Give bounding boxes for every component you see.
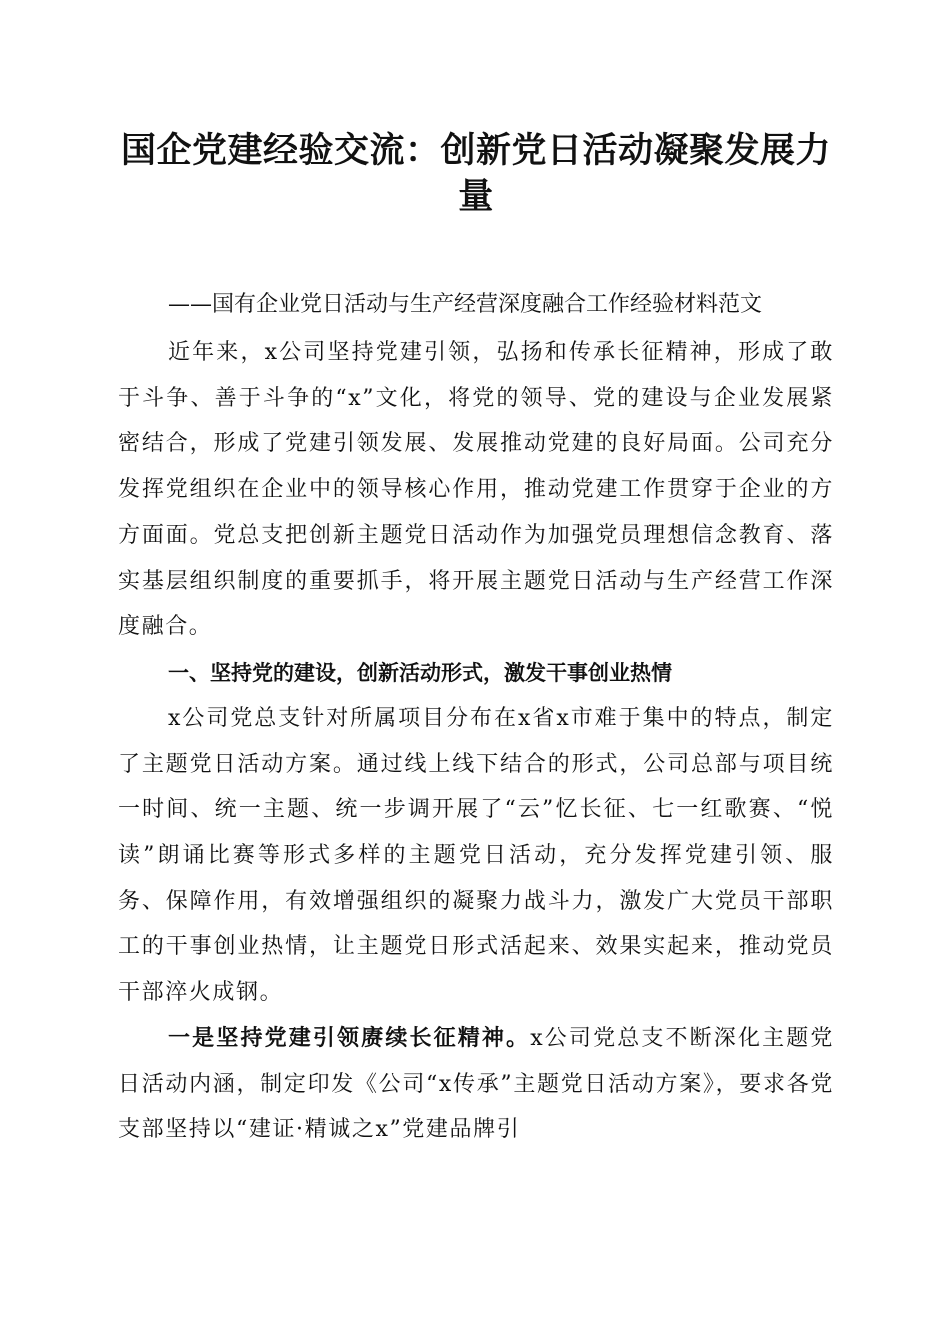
point-paragraph [118,1016,834,1153]
point-lead: 一是坚持党建引领赓续长征精神。 [168,1025,531,1051]
section-body-paragraph: x公司党总支针对所属项目分布在x省x市难于集中的特点，制定了主题党日活动方案。通过线上线下结合的形式，公司总部与项目统一时间、统一主题、统一步调开展了“云”忆长征、七一红歌赛、“悦读”朗诵比赛等形式多样的主题党日活动，充分发挥党建引领、服务、保障作用，有效增强组织的凝聚力战斗力，激发广大党员干部职工的干事创业热情，让主题党日形式活起来、效果实起来，推动党员干部淬火成钢。 [118,705,834,1006]
section-heading: 一、坚持党的建设，创新活动形式，激发干事创业热情 [168,660,672,685]
document-page [118,128,834,1153]
document-title: 国企党建经验交流：创新党日活动凝聚发展力量 [120,130,831,217]
document-subtitle: ——国有企业党日活动与生产经营深度融合工作经验材料范文 [168,292,763,317]
intro-paragraph: 近年来，x公司坚持党建引领，弘扬和传承长征精神，形成了敢于斗争、善于斗争的“x”文化，将党的领导、党的建设与企业发展紧密结合，形成了党建引领发展、发展推动党建的良好局面。公司充分发挥党组织在企业中的领导核心作用，推动党建工作贯穿于企业的方方面面。党总支把创新主题党日活动作为加强党员理想信念教育、落实基层组织制度的重要抓手，将开展主题党日活动与生产经营工作深度融合。 [118,340,834,640]
point-body: x公司党总支不断深化主题党日活动内涵，制定印发《公司“x传承”主题党日活动方案》，要求各党支部坚持以“建证·精诚之x”党建品牌引 [118,1025,834,1143]
